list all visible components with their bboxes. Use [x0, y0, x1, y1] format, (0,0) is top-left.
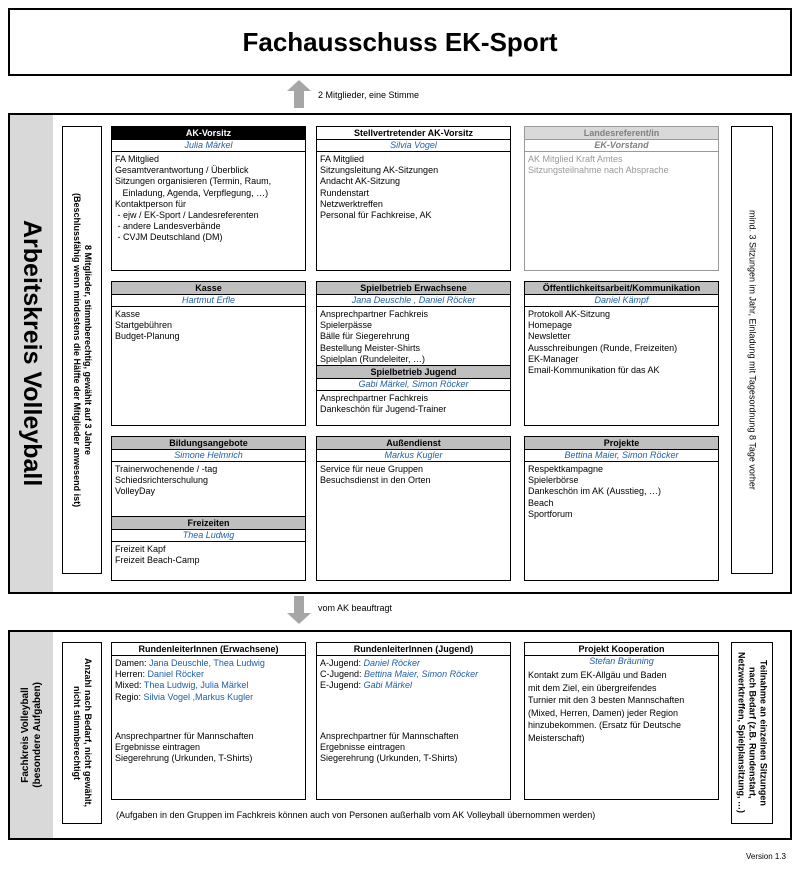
list-item: Besuchsdienst in den Orten	[320, 475, 431, 486]
box-header: Landesreferent/in	[525, 127, 718, 140]
assignment-person: Thea Ludwig, Julia Märkel	[143, 680, 249, 691]
box-header: Projekte	[525, 437, 718, 450]
box-projekte	[524, 436, 719, 581]
list-item: Sportforum	[528, 508, 573, 519]
assignment-label: Regio:	[115, 691, 144, 702]
box-header: Außendienst	[317, 437, 510, 450]
box-stellv	[316, 126, 511, 271]
assignment-person: Bettina Maier, Simon Röcker	[364, 669, 479, 680]
list-item: Ansprechpartner Fachkreis	[320, 309, 429, 319]
box-header: Kasse	[112, 282, 305, 295]
box-bildung	[111, 436, 306, 581]
box-header: AK-Vorsitz	[112, 127, 305, 140]
list-item: Spielerbörse	[528, 475, 579, 486]
list-item: Kasse	[115, 309, 141, 319]
list-item: Ansprechpartner für Mannschaften	[115, 730, 254, 741]
arrow-top-label: 2 Mitglieder, eine Stimme	[318, 90, 420, 100]
list-item: - ejw / EK-Sport / Landesreferenten	[115, 210, 259, 221]
box-person: Daniel Kämpf	[525, 295, 718, 307]
box-header: Bildungsangebote	[112, 437, 305, 450]
arrow-up-icon	[287, 80, 311, 108]
list-item: FA Mitglied	[320, 154, 365, 164]
list-item: hinzubekommen. (Ersatz für Deutsche	[528, 720, 682, 731]
list-item: Spielplan (Rundeleiter, …)	[320, 353, 426, 364]
assignment-label: Herren:	[115, 669, 148, 680]
page-title: Fachausschuss EK-Sport	[8, 8, 792, 76]
assignment-person: Daniel Röcker	[363, 658, 421, 668]
list-item: Siegerehrung (Urkunden, T-Shirts)	[320, 753, 458, 764]
assignment-row	[320, 658, 507, 669]
list-item: Newsletter	[528, 331, 571, 342]
box-oeffentlichkeit	[524, 281, 719, 426]
fk-name-sub: (besondere Aufgaben)	[31, 682, 43, 788]
list-item: Budget-Planung	[115, 331, 180, 342]
list-item: Ausschreibungen (Runde, Freizeiten)	[528, 342, 678, 353]
ak-name: Arbeitskreis Volleyball	[18, 220, 46, 487]
assignment-person: Daniel Röcker	[147, 669, 205, 680]
assignment-label: Mixed:	[115, 680, 144, 691]
box-landesref	[524, 126, 719, 271]
assignment-person: Silvia Vogel ,Markus Kugler	[143, 691, 254, 702]
list-item: Einladung, Agenda, Verpflegung, …)	[115, 187, 269, 198]
ak-name-bar	[10, 115, 53, 592]
assignment-row	[320, 680, 507, 691]
box-header: Projekt Kooperation	[525, 643, 718, 656]
assignment-label: E-Jugend:	[320, 680, 364, 691]
box-aussendienst	[316, 436, 511, 581]
box-person: Silvia Vogel	[317, 140, 510, 152]
list-item: Bestellung Meister-Shirts	[320, 342, 421, 353]
box-subheader: Freizeiten	[112, 516, 305, 530]
list-item: Netzwerktreffen	[320, 198, 383, 209]
box-person: Simone Helmrich	[112, 450, 305, 462]
ak-right-note: mind. 3 Sitzungen im Jahr, Einladung mit Tagesordnung 8 Tage vorher	[731, 126, 773, 574]
fk-name-bar	[10, 632, 53, 838]
list-item: Trainerwochenende / -tag	[115, 464, 218, 474]
box-person: Gabi Märkel, Simon Röcker	[317, 379, 510, 391]
ak-left-note	[62, 126, 102, 574]
list-item: mit dem Ziel, ein übergreifendes	[528, 682, 657, 693]
assignment-row	[115, 658, 302, 669]
assignment-person: Gabi Märkel	[363, 680, 413, 691]
list-item: Kontakt zum EK-Allgäu und Baden	[528, 670, 667, 680]
fk-name: Fachkreis Volleyball	[19, 687, 31, 783]
list-item: Rundenstart	[320, 187, 370, 198]
list-item: Spielerpässe	[320, 320, 373, 331]
list-item: Ergebnisse eintragen	[115, 742, 201, 753]
list-item: Schiedsrichterschulung	[115, 475, 209, 486]
box-spielbetrieb	[316, 281, 511, 426]
list-item: Gesamtverantwortung / Überblick	[115, 165, 249, 176]
list-item: Dankeschön für Jugend-Trainer	[320, 404, 447, 415]
assignment-label: Damen:	[115, 658, 150, 668]
box-person: Hartmut Erfle	[112, 295, 305, 307]
list-item: Sitzungen organisieren (Termin, Raum,	[115, 176, 272, 187]
box-rl-jugend	[316, 642, 511, 800]
list-item: - CVJM Deutschland (DM)	[115, 232, 223, 243]
list-item: Siegerehrung (Urkunden, T-Shirts)	[115, 753, 253, 764]
box-person: EK-Vorstand	[525, 140, 718, 152]
assignment-label: C-Jugend:	[320, 669, 365, 680]
fk-right-note: Teilnahme an einzelnen Sitzungen nach Bedarf (z.B. Rundenstart, Netzwerktreffen, Spielplansitzung, …)	[731, 642, 773, 824]
list-item: Ansprechpartner Fachkreis	[320, 393, 429, 404]
assignment-row	[115, 669, 302, 680]
assignment-person: Jana Deuschle, Thea Ludwig	[149, 658, 265, 668]
list-item: Freizeit Beach-Camp	[115, 555, 200, 566]
box-person: Markus Kugler	[317, 450, 510, 462]
assignment-row	[115, 680, 302, 691]
list-item: Respektkampagne	[528, 464, 604, 474]
list-item: Email-Kommunikation für das AK	[528, 365, 660, 376]
box-kasse	[111, 281, 306, 426]
list-item: Personal für Fachkreise, AK	[320, 210, 432, 221]
box-subheader: Spielbetrieb Jugend	[317, 365, 510, 379]
box-person: Stefan Bräuning	[589, 656, 654, 666]
list-item: Protokoll AK-Sitzung	[528, 309, 611, 319]
list-item: Meisterschaft)	[528, 732, 585, 743]
list-item: AK Mitglied Kraft Amtes	[528, 154, 623, 164]
assignment-label: A-Jugend:	[320, 658, 364, 668]
box-header: Stellvertretender AK-Vorsitz	[317, 127, 510, 140]
list-item: VolleyDay	[115, 486, 156, 497]
list-item: Freizeit Kapf	[115, 544, 166, 554]
assignment-row	[320, 669, 507, 680]
box-person: Thea Ludwig	[112, 530, 305, 542]
ak-left-note-line1: 8 Mitglieder, stimmberechtig, gewählt auf 3 Jahre	[83, 244, 93, 456]
box-person: Julia Märkel	[112, 140, 305, 152]
version-label: Version 1.3	[745, 852, 786, 861]
list-item: - andere Landesverbände	[115, 221, 221, 232]
box-person: Jana Deuschle , Daniel Röcker	[317, 295, 510, 307]
box-header: RundenleiterInnen (Jugend)	[317, 643, 510, 656]
list-item: Sitzungsteilnahme nach Absprache	[528, 165, 669, 176]
list-item: EK-Manager	[528, 353, 579, 364]
box-kooperation	[524, 642, 719, 800]
list-item: Dankeschön im AK (Ausstieg, …)	[528, 486, 662, 497]
box-person: Bettina Maier, Simon Röcker	[525, 450, 718, 462]
list-item: Ergebnisse eintragen	[320, 741, 406, 752]
box-header: Spielbetrieb Erwachsene	[317, 282, 510, 295]
fk-footnote: (Aufgaben in den Gruppen im Fachkreis können auch von Personen außerhalb vom AK Volleyball übernommen werden)	[116, 810, 596, 820]
fk-left-note: Anzahl nach Bedarf, nicht gewählt, nicht stimmberechtigt	[62, 642, 102, 824]
list-item: Startgebühren	[115, 320, 173, 331]
ak-left-note-line2: (Beschlussfähig wenn mindestens die Hälfte der Mitglieder anwesend ist)	[72, 192, 82, 508]
list-item: Beach	[528, 497, 554, 508]
list-item: Kontaktperson für	[115, 198, 187, 209]
list-item: Service für neue Gruppen	[320, 464, 424, 474]
list-item: FA Mitglied	[115, 154, 160, 164]
list-item: Sitzungsleitung AK-Sitzungen	[320, 165, 439, 176]
assignment-row	[115, 692, 302, 703]
box-header: Öffentlichkeitsarbeit/Kommunikation	[525, 282, 718, 295]
list-item: Ansprechpartner für Mannschaften	[320, 730, 459, 741]
arrow-down-icon	[287, 596, 311, 624]
box-vorsitz	[111, 126, 306, 271]
box-rl-erwachsene	[111, 642, 306, 800]
arrow-bottom-label: vom AK beauftragt	[318, 603, 393, 613]
list-item: Turnier mit den 3 besten Mannschaften	[528, 695, 685, 706]
list-item: Bälle für Siegerehrung	[320, 331, 410, 342]
list-item: Homepage	[528, 320, 573, 331]
box-header: RundenleiterInnen (Erwachsene)	[112, 643, 305, 656]
list-item: (Mixed, Herren, Damen) jeder Region	[528, 707, 679, 718]
list-item: Andacht AK-Sitzung	[320, 176, 401, 187]
